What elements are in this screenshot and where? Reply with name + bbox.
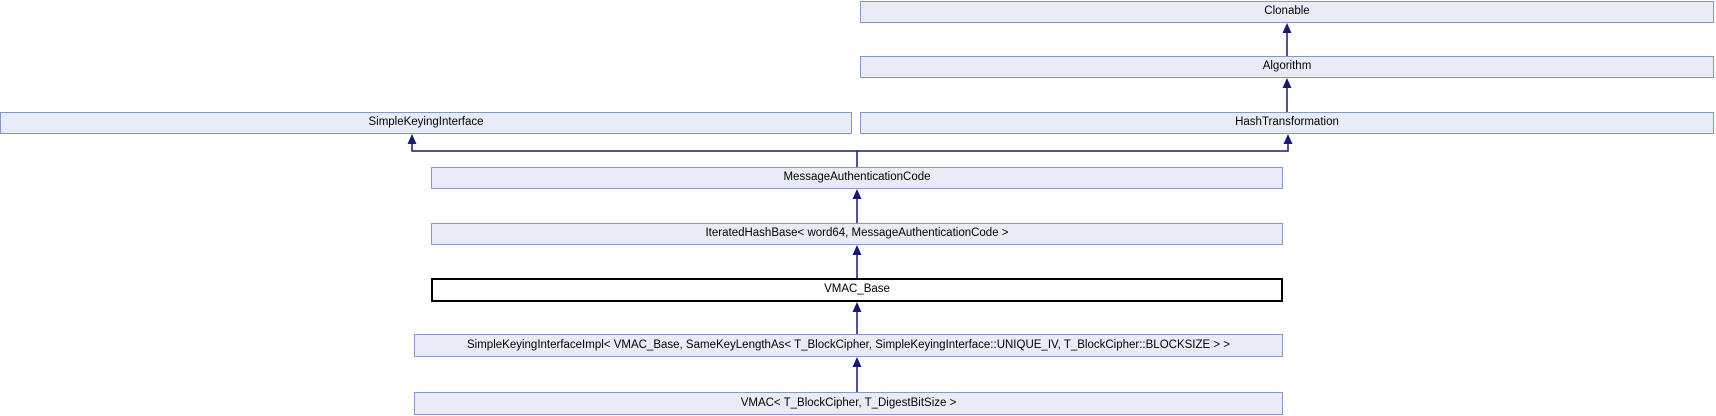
edge-hashtransformation-to-algorithm <box>1283 78 1292 112</box>
edge-algorithm-to-clonable <box>1283 23 1292 56</box>
node-vmac-base: VMAC_Base <box>431 278 1283 302</box>
node-hash-transformation[interactable]: HashTransformation <box>860 112 1714 134</box>
node-vmac[interactable]: VMAC< T_BlockCipher, T_DigestBitSize > <box>414 392 1283 415</box>
edge-mac-to-simplekeyinginterface-and-hashtransformation <box>408 134 1293 167</box>
edge-vmacbase-to-iteratedhashbase <box>853 245 862 278</box>
node-simple-keying-interface[interactable]: SimpleKeyingInterface <box>0 112 852 134</box>
edge-iteratedhashbase-to-mac <box>853 189 862 223</box>
node-clonable[interactable]: Clonable <box>860 1 1714 23</box>
node-simple-keying-interface-impl[interactable]: SimpleKeyingInterfaceImpl< VMAC_Base, SameKeyLengthAs< T_BlockCipher, SimpleKeyingInterface::UNIQUE_IV, T_BlockCipher::BLOCKSIZE > > <box>414 334 1283 357</box>
node-iterated-hash-base[interactable]: IteratedHashBase< word64, MessageAuthenticationCode > <box>431 223 1283 245</box>
node-algorithm[interactable]: Algorithm <box>860 56 1714 78</box>
node-message-authentication-code[interactable]: MessageAuthenticationCode <box>431 167 1283 189</box>
edge-skiimpl-to-vmacbase <box>853 302 862 334</box>
edge-vmac-to-skiimpl <box>853 357 862 392</box>
